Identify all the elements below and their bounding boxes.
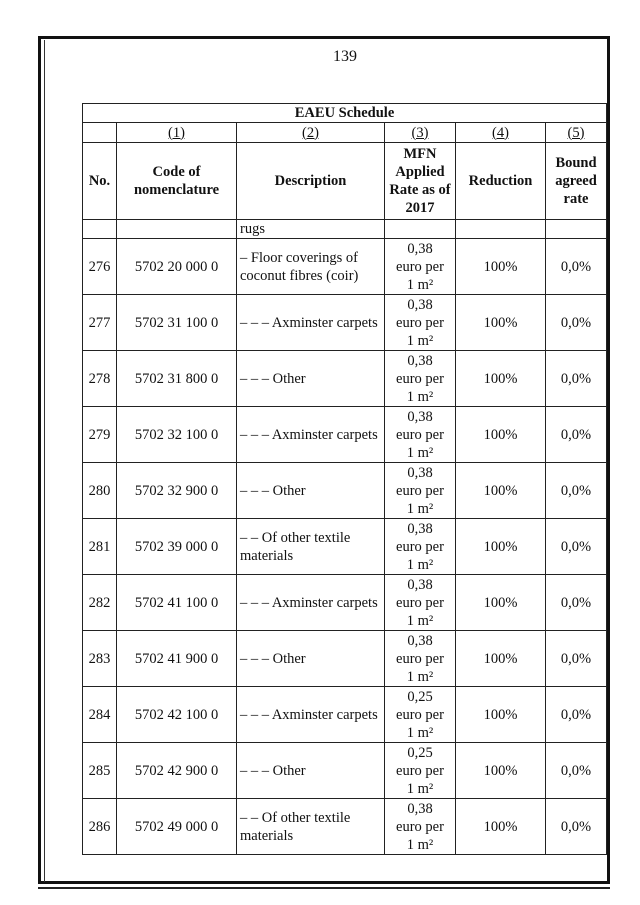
row-reduction: 100% — [456, 463, 546, 519]
row-code: 5702 42 900 0 — [117, 743, 237, 799]
row-description: – – – Other — [237, 631, 385, 687]
row-code: 5702 31 800 0 — [117, 351, 237, 407]
header-mfn-rate: MFN Applied Rate as of 2017 — [385, 143, 456, 220]
rate-area: 1 m² — [406, 724, 434, 741]
rate-area: 1 m² — [406, 332, 434, 349]
left-margin-line — [44, 40, 45, 882]
row-description: – – – Other — [237, 463, 385, 519]
row-no: 285 — [83, 743, 117, 799]
rate-unit: euro per — [396, 594, 444, 611]
row-mfn-rate — [385, 743, 456, 799]
row-mfn-rate — [385, 631, 456, 687]
row-bound-rate: 0,0% — [546, 519, 607, 575]
table-row — [83, 407, 607, 463]
rate-area: 1 m² — [406, 444, 434, 461]
rate-value: 0,38 — [407, 576, 433, 593]
row-reduction: 100% — [456, 295, 546, 351]
header-bound-rate: Bound agreed rate — [546, 143, 607, 220]
table-row — [83, 631, 607, 687]
row-description: – – – Axminster carpets — [237, 687, 385, 743]
row-mfn-rate — [385, 463, 456, 519]
table-row — [83, 687, 607, 743]
row-code: 5702 42 100 0 — [117, 687, 237, 743]
row-description: – Floor coverings of coconut fibres (coir) — [237, 239, 385, 295]
row-reduction: 100% — [456, 351, 546, 407]
row-bound-rate: 0,0% — [546, 687, 607, 743]
row-mfn-rate — [385, 799, 456, 855]
header-row — [83, 143, 607, 220]
rate-value: 0,25 — [407, 744, 433, 761]
rate-unit: euro per — [396, 314, 444, 331]
rate-value: 0,38 — [407, 520, 433, 537]
rate-area: 1 m² — [406, 612, 434, 629]
rate-area: 1 m² — [406, 780, 434, 797]
table-row — [83, 351, 607, 407]
row-reduction: 100% — [456, 519, 546, 575]
page-number: 139 — [333, 48, 357, 65]
row-description: – – – Other — [237, 351, 385, 407]
rate-unit: euro per — [396, 706, 444, 723]
rate-area: 1 m² — [406, 500, 434, 517]
row-reduction: 100% — [456, 631, 546, 687]
row-bound-rate: 0,0% — [546, 631, 607, 687]
rate-value: 0,38 — [407, 408, 433, 425]
row-bound-rate: 0,0% — [546, 575, 607, 631]
row-bound-rate: 0,0% — [546, 799, 607, 855]
row-no: 279 — [83, 407, 117, 463]
header-no: No. — [83, 143, 117, 220]
row-description: – – Of other textile materials — [237, 799, 385, 855]
rate-value: 0,38 — [407, 464, 433, 481]
row-no: 284 — [83, 687, 117, 743]
eaeu-schedule-table — [82, 103, 607, 855]
column-number-3: (3) — [385, 123, 456, 143]
row-mfn-rate — [385, 351, 456, 407]
row-description: – – – Axminster carpets — [237, 407, 385, 463]
row-description: – – Of other textile materials — [237, 519, 385, 575]
rate-unit: euro per — [396, 482, 444, 499]
rate-area: 1 m² — [406, 388, 434, 405]
table-row — [83, 463, 607, 519]
row-code: 5702 32 100 0 — [117, 407, 237, 463]
column-number-5: (5) — [546, 123, 607, 143]
rate-value: 0,38 — [407, 800, 433, 817]
row-bound-rate: 0,0% — [546, 743, 607, 799]
rate-unit: euro per — [396, 762, 444, 779]
row-reduction: 100% — [456, 799, 546, 855]
row-reduction: 100% — [456, 687, 546, 743]
row-reduction: 100% — [456, 575, 546, 631]
row-code: 5702 31 100 0 — [117, 295, 237, 351]
row-no: 280 — [83, 463, 117, 519]
row-mfn-rate — [385, 295, 456, 351]
bottom-rule — [38, 887, 610, 889]
table-row — [83, 743, 607, 799]
table-row — [83, 575, 607, 631]
row-no: 282 — [83, 575, 117, 631]
rate-unit: euro per — [396, 538, 444, 555]
continuation-row — [83, 220, 607, 239]
rate-unit: euro per — [396, 650, 444, 667]
rate-unit: euro per — [396, 818, 444, 835]
rate-area: 1 m² — [406, 836, 434, 853]
rate-value: 0,38 — [407, 240, 433, 257]
row-description: – – – Axminster carpets — [237, 575, 385, 631]
column-number-row — [83, 123, 607, 143]
table-row — [83, 295, 607, 351]
row-description: – – – Axminster carpets — [237, 295, 385, 351]
header-description: Description — [237, 143, 385, 220]
table-row — [83, 239, 607, 295]
row-mfn-rate — [385, 575, 456, 631]
rate-unit: euro per — [396, 426, 444, 443]
row-bound-rate: 0,0% — [546, 239, 607, 295]
rate-value: 0,38 — [407, 632, 433, 649]
row-reduction: 100% — [456, 407, 546, 463]
column-number-1: (1) — [117, 123, 237, 143]
row-description: – – – Other — [237, 743, 385, 799]
row-bound-rate: 0,0% — [546, 407, 607, 463]
row-no: 276 — [83, 239, 117, 295]
row-no: 286 — [83, 799, 117, 855]
row-mfn-rate — [385, 687, 456, 743]
column-number-4: (4) — [456, 123, 546, 143]
rate-unit: euro per — [396, 370, 444, 387]
row-mfn-rate — [385, 239, 456, 295]
row-reduction: 100% — [456, 743, 546, 799]
row-no: 278 — [83, 351, 117, 407]
row-reduction: 100% — [456, 239, 546, 295]
row-mfn-rate — [385, 407, 456, 463]
rate-area: 1 m² — [406, 668, 434, 685]
row-code: 5702 41 100 0 — [117, 575, 237, 631]
header-code: Code of nomenclature — [117, 143, 237, 220]
header-reduction: Reduction — [456, 143, 546, 220]
row-code: 5702 41 900 0 — [117, 631, 237, 687]
schedule-title: EAEU Schedule — [83, 104, 607, 123]
rate-unit: euro per — [396, 258, 444, 275]
row-code: 5702 49 000 0 — [117, 799, 237, 855]
rate-value: 0,38 — [407, 296, 433, 313]
continuation-text: rugs — [237, 220, 385, 239]
row-code: 5702 39 000 0 — [117, 519, 237, 575]
rate-value: 0,25 — [407, 688, 433, 705]
row-bound-rate: 0,0% — [546, 351, 607, 407]
row-no: 283 — [83, 631, 117, 687]
rate-area: 1 m² — [406, 556, 434, 573]
row-mfn-rate — [385, 519, 456, 575]
row-code: 5702 32 900 0 — [117, 463, 237, 519]
rate-area: 1 m² — [406, 276, 434, 293]
column-number-2: (2) — [237, 123, 385, 143]
column-number-0 — [83, 123, 117, 143]
row-no: 281 — [83, 519, 117, 575]
row-bound-rate: 0,0% — [546, 463, 607, 519]
table-row — [83, 519, 607, 575]
row-bound-rate: 0,0% — [546, 295, 607, 351]
row-no: 277 — [83, 295, 117, 351]
row-code: 5702 20 000 0 — [117, 239, 237, 295]
table-row — [83, 799, 607, 855]
rate-value: 0,38 — [407, 352, 433, 369]
